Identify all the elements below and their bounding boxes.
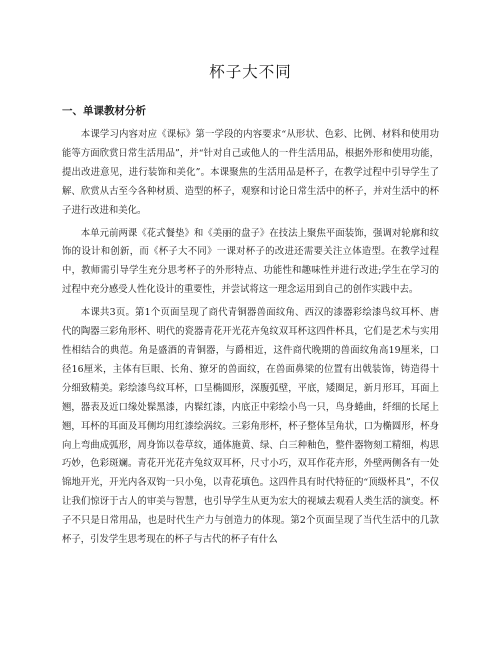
paragraph-unit-context: 本单元前两课《花式餐垫》和《美丽的盘子》在技法上聚焦平面装饰，强调对轮廓和纹饰的设计和创新，而《杯子大不同》一课对杯子的改进还需要关注立体造型。在教学过程中，教师需引导学生充分思考杯子的外形特点、功能性和趣味性并进行改进;学生在学习的过程中充分感受人性化设计的重要性，并尝试将这一理念运用到自己的创作实践中去。 bbox=[62, 227, 439, 296]
paragraph-curriculum: 本课学习内容对应《课标》第一学段的内容要求“从形状、色彩、比例、材料和使用功能等方面欣赏日常生活用品”，并“针对自己或他人的一件生活用品，根据外形和使用功能，提出改进意见，进行装饰和美化”。本课聚焦的生活用品是杯子，在教学过程中引导学生了解、欣赏从古至今各种材质、造型的杯子，观察和讨论日常生活中的杯子，并对生活中的杯子进行改进和美化。 bbox=[62, 129, 439, 216]
paragraph-lesson-pages: 本课共3页。第1个页面呈现了商代青铜器兽面纹角、西汉的漆器彩绘漆鸟纹耳杯、唐代的陶器三彩角形杯、明代的瓷器青花开光花卉兔纹双耳杯这四件杯具，它们是艺术与实用性相结合的典范。角是盛酒的青铜器，与爵相近，这件商代晚期的兽面纹角高19厘米，口径16厘米，主体有巨眼、长角、獠牙的兽面纹，在兽面鼻梁的位置有出戟装饰，铸造得十分细致精美。彩绘漆鸟纹耳杯，口呈椭圆形，深腹弧壁，平底，矮圈足，新月形耳，耳面上翘，器表及近口缘处髹黑漆，内髹红漆，内底正中彩绘小鸟一只，鸟身蜷曲，纤细的长尾上翘，耳杯的耳面及耳侧均用红漆绘涡纹。三彩角形杯，杯子整体呈角状，口为椭圆形，杯身向上弯曲成弧形，周身饰以卷草纹，通体施黄、绿、白三种釉色，整件器物刻工精细，构思巧妙，色彩斑斓。青花开光花卉兔纹双耳杯，尺寸小巧，双耳作花卉形，外壁两侧各有一处锦地开光，开光内各双钩一只小兔，以青花填色。这四件具有时代特征的“顶级杯具”，不仅让我们惊讶于古人的审美与智慧，也引导学生从更为宏大的视域去观看人类生活的演变。杯子不只是日常用品，也是时代生产力与创造力的体现。第2个页面呈现了当代生活中的几款杯子，引发学生思考现在的杯子与古代的杯子有什么 bbox=[62, 307, 439, 546]
section-heading: 一、单课教材分析 bbox=[62, 105, 146, 117]
document-title: 杯子大不同 bbox=[209, 63, 292, 81]
